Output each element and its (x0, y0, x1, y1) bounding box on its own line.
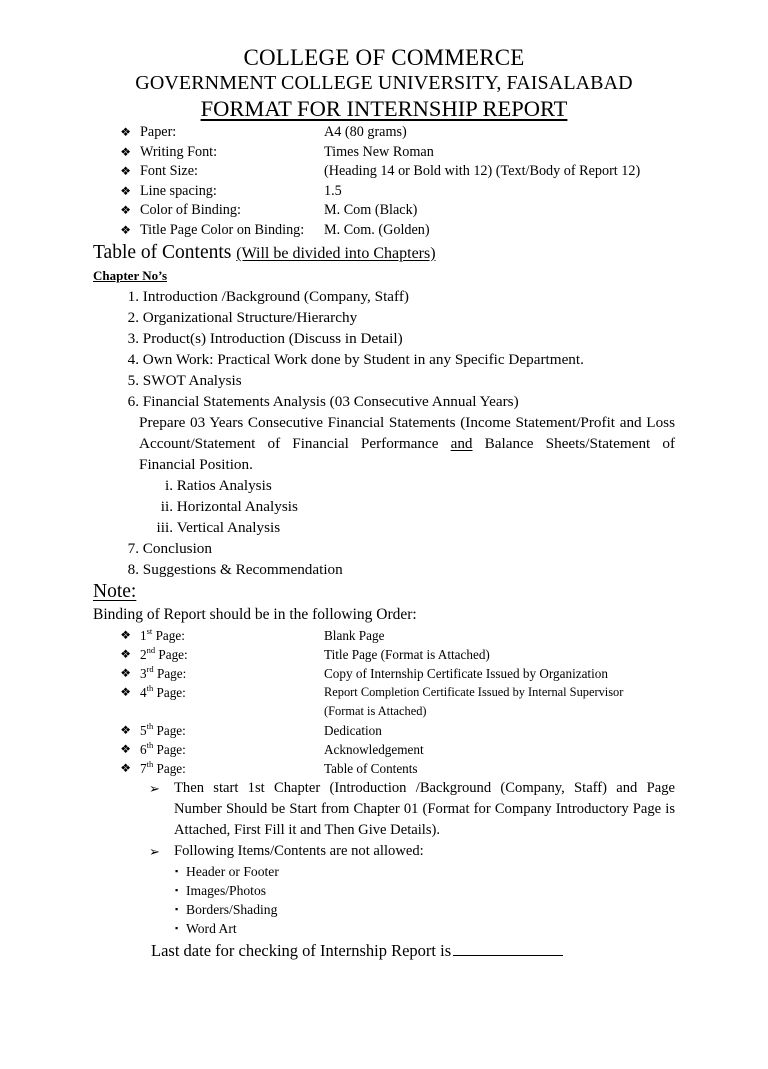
page-content: Copy of Internship Certificate Issued by Organization (324, 665, 608, 681)
spec-item (93, 123, 675, 143)
spec-value: (Heading 14 or Bold with 12) (Text/Body of Report 12) (324, 163, 641, 180)
chapter-list (93, 286, 675, 580)
page-ordinal: 6th Page: (140, 739, 186, 757)
spec-value: M. Com. (Golden) (324, 221, 430, 238)
diamond-bullet-icon: ❖ (120, 646, 131, 661)
spec-value: A4 (80 grams) (324, 124, 407, 140)
arrow-bullet-icon: ➢ (149, 843, 160, 859)
not-allowed-item (175, 900, 675, 919)
spec-value: M. Com (Black) (324, 202, 418, 219)
chapter-item (93, 349, 675, 370)
last-date-text: Last date for checking of Internship Report is (151, 940, 452, 960)
analysis-text: Horizontal Analysis (176, 497, 298, 515)
chapter6-text-b: Balance Sheets/Statement of Financial Position. (139, 434, 676, 473)
roman-number: ii. (160, 497, 173, 515)
toc-title: Table of Contents (93, 241, 232, 263)
not-allowed-text: Images/Photos (186, 882, 267, 898)
page-content: Dedication (324, 722, 382, 738)
spec-item (93, 143, 675, 163)
university-title: GOVERNMENT COLLEGE UNIVERSITY, FAISALABAD (135, 72, 633, 94)
last-date-line (151, 939, 675, 962)
report-format-title: FORMAT FOR INTERNSHIP REPORT (200, 96, 568, 121)
chapter-text: SWOT Analysis (142, 371, 242, 389)
not-allowed-item (175, 881, 675, 900)
spec-key: Paper: (140, 124, 177, 140)
spec-value: 1.5 (324, 182, 342, 199)
diamond-bullet-icon: ❖ (120, 722, 131, 737)
instruction-item (149, 778, 675, 841)
diamond-bullet-icon: ❖ (120, 125, 131, 139)
page-ordinal: 5th Page: (140, 720, 186, 738)
spec-item (93, 221, 675, 241)
square-bullet-icon: ▪ (175, 865, 179, 876)
binding-page-item-continuation (93, 702, 675, 721)
diamond-bullet-icon: ❖ (120, 665, 131, 680)
college-title: COLLEGE OF COMMERCE (243, 45, 525, 70)
toc-subtitle: (Will be divided into Chapters) (236, 244, 436, 262)
spec-key: Title Page Color on Binding: (140, 221, 305, 238)
not-allowed-list (93, 862, 675, 938)
page-content: Acknowledgement (324, 741, 424, 757)
chapter-number: 2. (127, 308, 139, 326)
square-bullet-icon: ▪ (175, 922, 179, 933)
spec-key: Line spacing: (140, 182, 217, 199)
chapter-number: 8. (127, 560, 139, 578)
chapter-item (93, 370, 675, 391)
spec-key: Writing Font: (140, 143, 218, 160)
page-ordinal: 2nd Page: (140, 644, 188, 662)
binding-page-item (93, 721, 675, 740)
page-ordinal: 7th Page: (140, 758, 186, 776)
diamond-bullet-icon: ❖ (120, 183, 131, 198)
analysis-item (93, 517, 675, 538)
binding-page-item (93, 683, 675, 702)
arrow-bullet-icon: ➢ (149, 780, 160, 796)
chapter-text: Own Work: Practical Work done by Student in any Specific Department. (142, 350, 584, 368)
chapter-text: Organizational Structure/Hierarchy (142, 308, 358, 326)
diamond-bullet-icon: ❖ (120, 741, 131, 756)
analysis-text: Vertical Analysis (176, 518, 281, 536)
instruction-text: Following Items/Contents are not allowed: (174, 842, 424, 859)
chapter-number: 3. (127, 329, 139, 347)
analysis-item (93, 496, 675, 517)
page-ordinal: 4th Page: (140, 682, 186, 700)
diamond-bullet-icon: ❖ (120, 164, 131, 179)
roman-number: iii. (156, 518, 173, 536)
spec-item (93, 182, 675, 202)
spec-item (93, 162, 675, 182)
toc-heading (93, 241, 675, 266)
square-bullet-icon: ▪ (175, 884, 179, 895)
chapter6-text-a: Prepare 03 Years Consecutive Financial Statements (Income Statement/Profit and Loss Account/Statement of Financial Performance (139, 413, 675, 452)
note-heading: Note: (93, 580, 137, 602)
instruction-text: Then start 1st Chapter (Introduction /Background (Company, Staff) and Page Number Should be Start from Chapter 01 (Format for Company Introductory Page is Attached, First Fill it and Then Give Details). (174, 779, 675, 838)
chapter-number: 5. (127, 371, 139, 389)
chapter-number: 7. (127, 539, 139, 557)
diamond-bullet-icon: ❖ (120, 222, 131, 237)
chapter6-description (139, 412, 675, 475)
not-allowed-text: Borders/Shading (186, 901, 278, 917)
page-ordinal: 1st Page: (140, 625, 185, 643)
spec-key: Font Size: (140, 163, 198, 180)
chapter-label: Chapter No’s (93, 267, 168, 283)
chapter-item (93, 328, 675, 349)
chapter-item (93, 538, 675, 559)
square-bullet-icon: ▪ (175, 903, 179, 914)
page-content: (Format is Attached) (324, 703, 427, 718)
roman-number: i. (164, 476, 173, 494)
diamond-bullet-icon: ❖ (120, 144, 131, 159)
page-content: Table of Contents (324, 760, 418, 776)
not-allowed-item (175, 862, 675, 881)
binding-page-item (93, 645, 675, 664)
chapter-text: Financial Statements Analysis (03 Consecutive Annual Years) (142, 392, 519, 410)
not-allowed-text: Word Art (186, 920, 237, 936)
chapter-text: Suggestions & Recommendation (142, 560, 343, 578)
binding-page-item (93, 626, 675, 645)
chapter-text: Introduction /Background (Company, Staff) (142, 287, 409, 305)
diamond-bullet-icon: ❖ (120, 684, 131, 699)
diamond-bullet-icon: ❖ (120, 760, 131, 775)
page-content: Title Page (Format is Attached) (324, 646, 490, 662)
spec-key: Color of Binding: (140, 202, 241, 219)
chapter-text: Product(s) Introduction (Discuss in Detail) (142, 329, 403, 347)
page-content: Blank Page (324, 627, 385, 643)
chapter-item (93, 286, 675, 307)
analysis-item (93, 475, 675, 496)
document-page (0, 45, 768, 1069)
instruction-item (149, 841, 675, 862)
spec-item (93, 201, 675, 221)
binding-order-list (93, 626, 675, 778)
date-blank-line (453, 939, 563, 956)
not-allowed-text: Header or Footer (186, 863, 279, 879)
chapter-item (93, 391, 675, 412)
page-content: Report Completion Certificate Issued by Internal Supervisor (324, 684, 624, 699)
chapter-item (93, 307, 675, 328)
binding-page-item (93, 759, 675, 778)
chapter-number: 4. (127, 350, 139, 368)
chapter-item (93, 559, 675, 580)
not-allowed-item (175, 919, 675, 938)
binding-page-item (93, 664, 675, 683)
binding-order-intro: Binding of Report should be in the following Order: (93, 605, 417, 623)
spec-list (93, 123, 675, 241)
chapter-number: 1. (127, 287, 139, 305)
chapter6-and: and (450, 434, 473, 452)
binding-page-item (93, 740, 675, 759)
spec-value: Times New Roman (324, 143, 434, 160)
analysis-text: Ratios Analysis (176, 476, 272, 494)
diamond-bullet-icon: ❖ (120, 627, 131, 642)
diamond-bullet-icon: ❖ (120, 203, 131, 218)
page-ordinal: 3rd Page: (140, 663, 187, 681)
chapter-text: Conclusion (142, 539, 212, 557)
chapter-number: 6. (127, 392, 139, 410)
